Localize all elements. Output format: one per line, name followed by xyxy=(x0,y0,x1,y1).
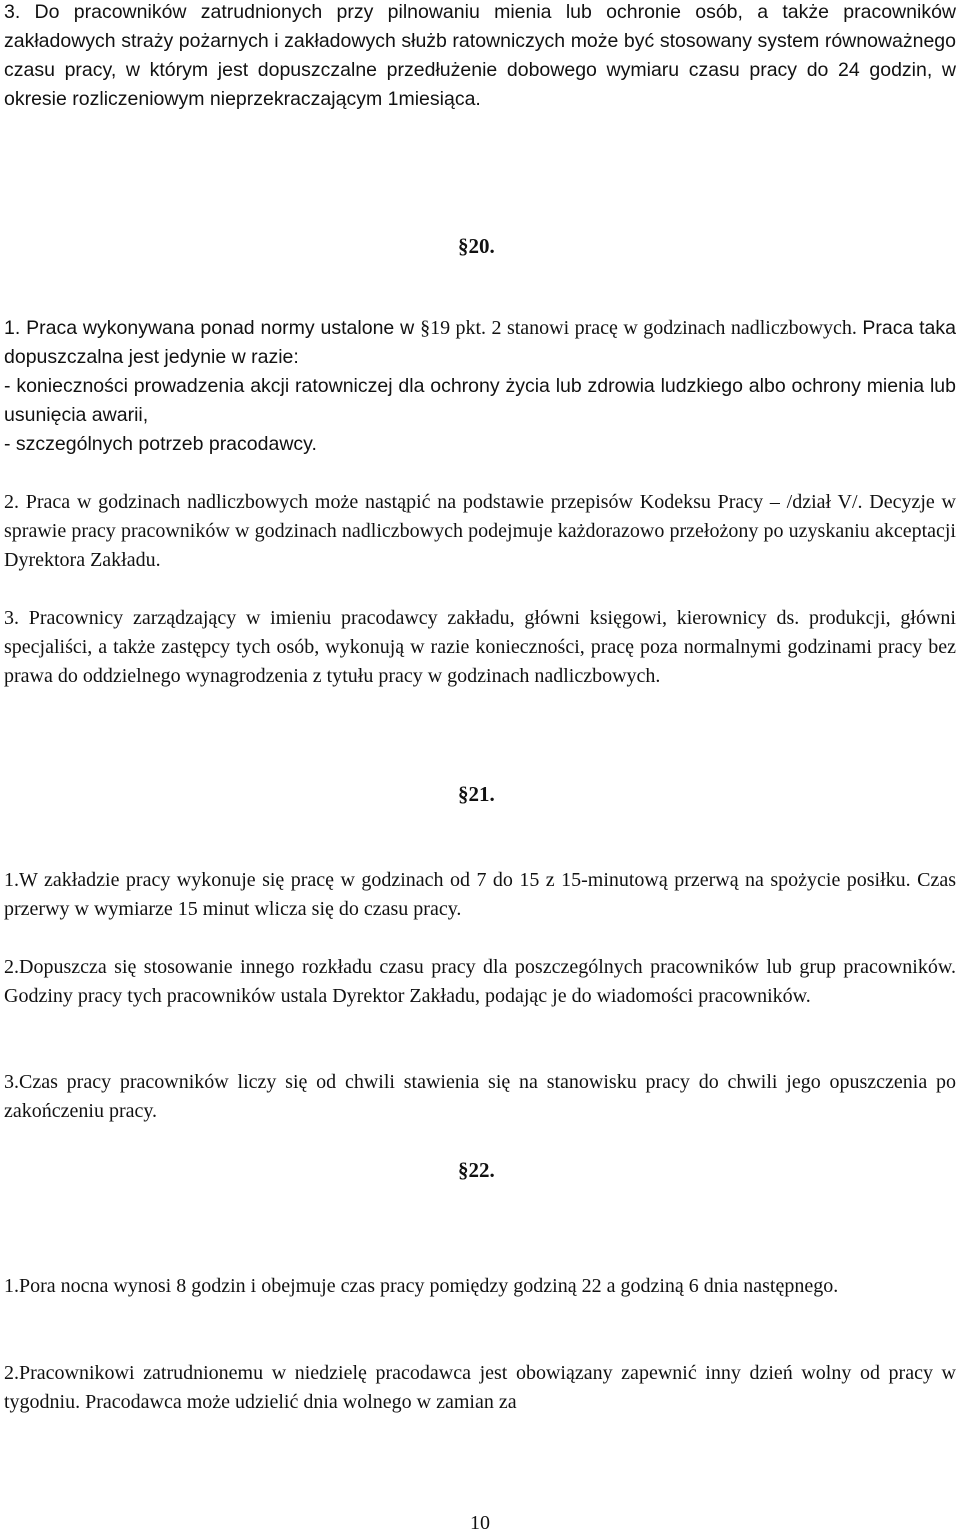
section-20-case-rescue: - konieczności prowadzenia akcji ratowniczej dla ochrony życia lub zdrowia ludzkiego albo ochrony mienia lub usunięcia awarii, xyxy=(4,375,956,426)
section-21-paragraph-1: 1.W zakładzie pracy wykonuje się pracę w godzinach od 7 do 15 z 15-minutową przerwą na spożycie posiłku. Czas przerwy w wymiarze 15 minut wlicza się do czasu pracy. xyxy=(4,869,956,920)
overtime-definition-part-2: §19 pkt. 2 stanowi pracę w godzinach nadliczbowych. xyxy=(420,317,863,339)
section-heading-22: §22. xyxy=(458,1158,495,1182)
section-21-paragraph-2: 2.Dopuszcza się stosowanie innego rozkładu czasu pracy dla poszczególnych pracowników lub grup pracowników. Godziny pracy tych pracowników ustala Dyrektor Zakładu, podając je do wiadomości pracowników. xyxy=(4,956,956,1007)
section-20-case-employer-needs: - szczególnych potrzeb pracodawcy. xyxy=(4,433,317,455)
section-20-paragraph-1 xyxy=(4,314,956,372)
paragraph-3-equivalent-working-time: 3. Do pracowników zatrudnionych przy pilnowaniu mienia lub ochronie osób, a także pracowników zakładowych straży pożarnych i zakładowych służb ratowniczych może być stosowany system równoważnego czasu pracy, w którym jest dopuszczalne przedłużenie dobowego wymiaru czasu pracy do 24 godzin, w okresie rozliczeniowym nieprzekraczającym 1miesiąca. xyxy=(4,1,956,110)
overtime-definition-part-1: 1. Praca wykonywana ponad normy ustalone w xyxy=(4,317,421,339)
section-20-paragraph-2 xyxy=(4,488,956,575)
overtime-allowed-intro: Praca taka dopuszczalna jest jedynie w razie: xyxy=(4,317,956,368)
section-22-paragraph-2: 2.Pracownikowi zatrudnionemu w niedzielę pracodawca jest obowiązany zapewnić inny dzień wolny od pracy w tygodniu. Pracodawca może udzielić dnia wolnego w zamian za xyxy=(4,1362,956,1413)
section-heading-21: §21. xyxy=(458,782,495,806)
section-22-paragraph-1: 1.Pora nocna wynosi 8 godzin i obejmuje czas pracy pomiędzy godziną 22 a godziną 6 dnia następnego. xyxy=(4,1275,839,1297)
section-21-paragraph-3: 3.Czas pracy pracowników liczy się od chwili stawienia się na stanowisku pracy do chwili jego opuszczenia po zakończeniu pracy. xyxy=(4,1071,956,1122)
overtime-decision-rule: Decyzje w sprawie pracy pracowników w godzinach nadliczbowych podejmuje każdorazowo przełożony po uzyskaniu akceptacji Dyrektora Zakładu. xyxy=(4,491,956,571)
section-20-paragraph-3: 3. Pracownicy zarządzający w imieniu pracodawcy zakładu, główni księgowi, kierownicy ds. produkcji, główni specjaliści, a także zastępcy tych osób, wykonują w razie konieczności, pracę poza normalnymi godzinami pracy bez prawa do oddzielnego wynagrodzenia z tytułu pracy w godzinach nadliczbowych. xyxy=(4,607,956,687)
labour-code-reference: 2. Praca w godzinach nadliczbowych może nastąpić na podstawie przepisów Kodeksu Pracy – /dział V/. xyxy=(4,491,870,513)
page-number: 10 xyxy=(470,1512,490,1534)
section-heading-20: §20. xyxy=(458,234,495,258)
